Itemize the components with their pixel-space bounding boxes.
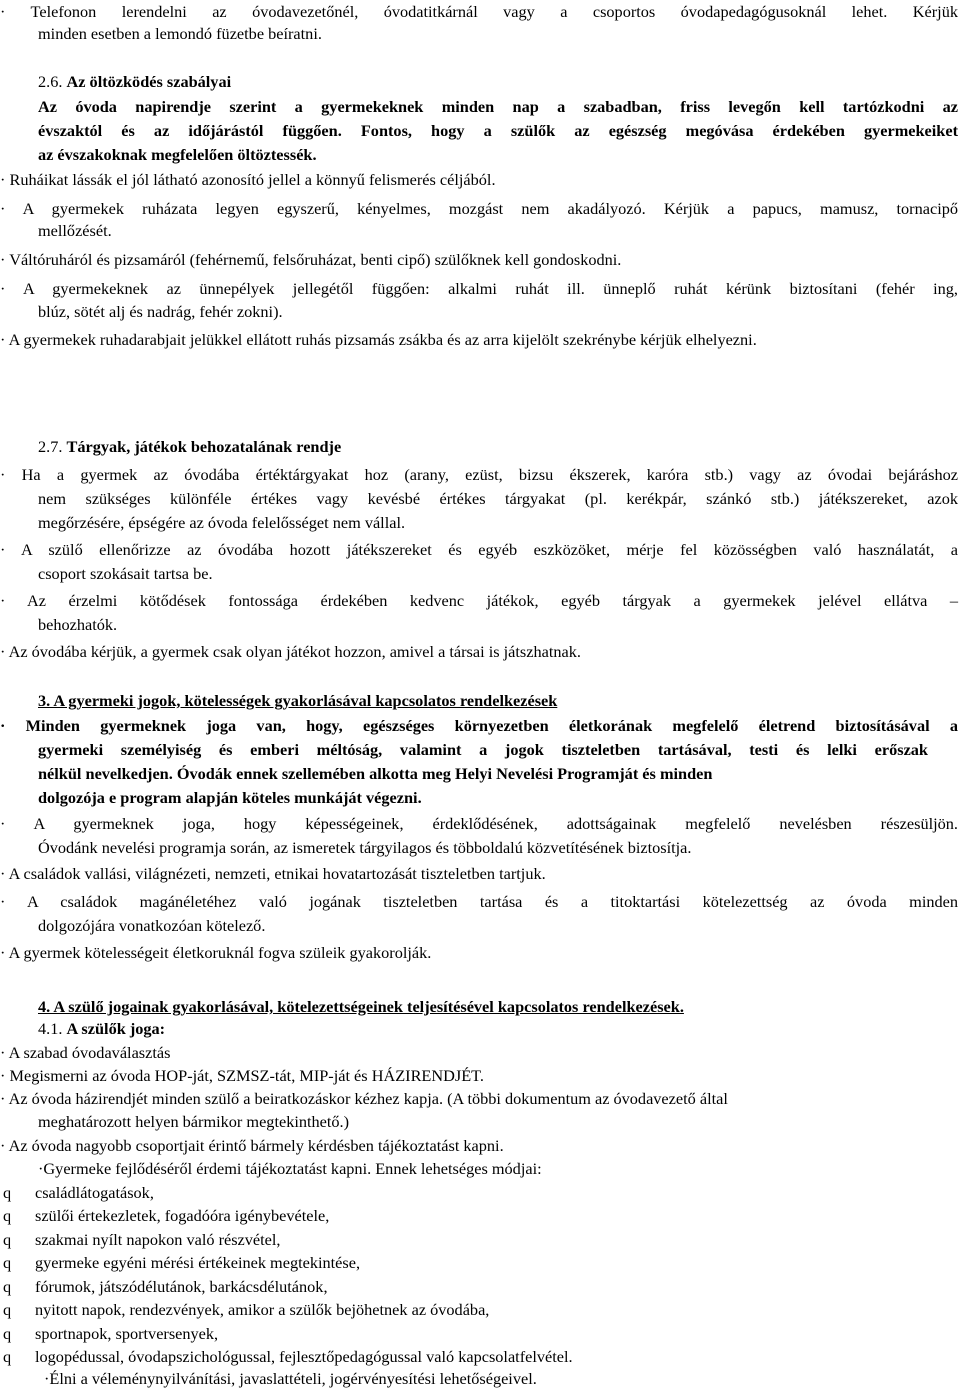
s4-bullet-6: ·Élni a véleménynyilvánítási, javaslattételi, jogérvényesítési lehetőségeivel.: [44, 1369, 537, 1388]
s26-para-1: Az óvoda napirendje szerint a gyermekeknek minden nap a szabadban, friss levegőn kell tartózkodni az: [38, 97, 958, 116]
s4-bullet-5: ·Gyermeke fejlődéséről érdemi tájékoztatást kapni. Ennek lehetséges módjai:: [38, 1159, 542, 1178]
s27-bullet-3b: behozhatók.: [38, 615, 118, 634]
s3-bullet-1b: gyermeki személyiség és emberi méltóság, valamint a jogok tiszteletben tartásával, testi és lelki erőszak: [38, 740, 928, 759]
s26-bullet-5: · A gyermekek ruhadarabjait jelükkel ellátott ruhás pizsamás zsákba és az arra kijelölt szekrénybe kérjük elhelyezni.: [0, 330, 757, 349]
s3-bullet-1a: · Minden gyermeknek joga van, hogy, egészséges környezetben életkorának megfelelő életrend biztosításával a: [0, 716, 958, 735]
s26-para-2: évszaktól és az időjárástól függően. Fontos, hogy a szülők az egészség megóvása érdekében gyermekeiket: [38, 121, 958, 140]
s4-bullet-2: · Megismerni az óvoda HOP-ját, SZMSZ-tát, MIP-ját és HÁZIRENDJÉT.: [0, 1066, 484, 1085]
list-item: q sportnapok, sportversenyek,: [3, 1324, 219, 1343]
s3-bullet-4a: · A családok magánéletéhez való jogának tiszteletben tartása és a titoktartási kötelezettség az óvoda minden: [0, 892, 958, 911]
s3-bullet-1c: nélkül nevelkedjen. Óvodák ennek szellemében alkotta meg Helyi Nevelési Programját és minden: [38, 764, 713, 783]
s3-bullet-2b: Óvodánk nevelési programja során, az ismeretek tárgyilagos és többoldalú közvetítésének biztosítja.: [38, 838, 692, 857]
s4-bullet-3a: · Az óvoda házirendjét minden szülő a beiratkozáskor kézhez kapja. (A többi dokumentum az óvodavezető által: [0, 1089, 728, 1108]
s27-bullet-3a: · Az érzelmi kötődések fontossága érdekében kedvenc játékok, egyéb tárgyak a gyermekek jelével ellátva –: [0, 591, 958, 610]
section-2-6-heading: 2.6. Az öltözködés szabályai: [38, 72, 232, 91]
s26-bullet-4b: blúz, sötét alj és nadrág, fehér zokni).: [38, 302, 283, 321]
list-item: q szülői értekezletek, fogadóóra igénybevétele,: [3, 1206, 330, 1225]
s27-bullet-1c: megőrzésére, épségére az óvoda felelősséget nem vállal.: [38, 513, 406, 532]
s26-bullet-4a: · A gyermekeknek az ünnepélyek jellegétől függően: alkalmi ruhát ill. ünneplő ruhát kérünk biztosítani (fehér ing,: [0, 279, 958, 298]
s4-bullet-1: · A szabad óvodaválasztás: [0, 1043, 171, 1062]
s3-bullet-4b: dolgozójára vonatkozóan kötelező.: [38, 916, 266, 935]
s27-bullet-1b: nem szükséges különféle értékes vagy kevésbé értékes tárgyakat (pl. kerékpár, szánkó stb.) játékszereket, azok: [38, 489, 958, 508]
intro-line-1: · Telefonon lerendelni az óvodavezetőnél, óvodatitkárnál vagy a csoportos óvodapedagógusoknál lehet. Kérjük: [0, 2, 958, 21]
section-3-heading: 3. A gyermeki jogok, kötelességek gyakorlásával kapcsolatos rendelkezések: [38, 691, 558, 710]
s4-bullet-3b: meghatározott helyen bármikor megtekinthető.): [38, 1112, 350, 1131]
s3-bullet-2a: · A gyermeknek joga, hogy képességeinek, érdeklődésének, adottságainak megfelelő nevelésben részesüljön.: [0, 814, 958, 833]
s27-bullet-2b: csoport szokásait tartsa be.: [38, 564, 213, 583]
list-item: q gyermeke egyéni mérési értékeinek megtekintése,: [3, 1253, 361, 1272]
s26-para-3: az évszakoknak megfelelően öltöztessék.: [38, 145, 317, 164]
section-2-7-heading: 2.7. Tárgyak, játékok behozatalának rendje: [38, 437, 342, 456]
list-item: q nyitott napok, rendezvények, amikor a szülők bejöhetnek az óvodába,: [3, 1300, 490, 1319]
s4-bullet-4: · Az óvoda nagyobb csoportjait érintő bármely kérdésben tájékoztatást kapni.: [0, 1136, 504, 1155]
s26-bullet-3: · Váltóruháról és pizsamáról (fehérnemű, felsőruházat, benti cipő) szülőknek kell gondoskodni.: [0, 250, 622, 269]
s27-bullet-2a: · A szülő ellenőrizze az óvodába hozott játékszereket és egyéb eszközöket, mérje fel közösségben való használatát, a: [0, 540, 958, 559]
s27-bullet-4: · Az óvodába kérjük, a gyermek csak olyan játékot hozzon, amivel a társai is játszhatnak.: [0, 642, 581, 661]
s3-bullet-5: · A gyermek kötelességeit életkoruknál fogva szüleik gyakorolják.: [0, 943, 432, 962]
intro-line-2: minden esetben a lemondó füzetbe beíratni.: [38, 24, 322, 43]
s26-bullet-2b: mellőzését.: [38, 221, 112, 240]
list-item: q fórumok, játszódélutánok, barkácsdélutánok,: [3, 1277, 328, 1296]
list-item: q logopédussal, óvodapszichológussal, fejlesztőpedagógussal való kapcsolatfelvétel.: [3, 1347, 573, 1366]
s27-bullet-1a: · Ha a gyermek az óvodába értéktárgyakat hoz (arany, ezüst, bizsu ékszerek, karóra stb.) vagy az óvodai bejáráshoz: [0, 465, 958, 484]
section-4-1-heading: 4.1. A szülők joga:: [38, 1019, 166, 1038]
section-4-heading: 4. A szülő jogainak gyakorlásával, kötelezettségeinek teljesítésével kapcsolatos rendelkezések.: [38, 997, 684, 1016]
s3-bullet-1d: dolgozója e program alapján köteles munkáját végezni.: [38, 788, 422, 807]
list-item: q szakmai nyílt napokon való részvétel,: [3, 1230, 281, 1249]
s26-bullet-1: · Ruháikat lássák el jól látható azonosító jellel a könnyű felismerés céljából.: [0, 170, 496, 189]
s3-bullet-3: · A családok vallási, világnézeti, nemzeti, etnikai hovatartozását tiszteletben tartjuk.: [0, 864, 546, 883]
list-item: q családlátogatások,: [3, 1183, 154, 1202]
s26-bullet-2a: · A gyermekek ruházata legyen egyszerű, kényelmes, mozgást nem akadályozó. Kérjük a papucs, mamusz, tornacipő: [0, 199, 958, 218]
